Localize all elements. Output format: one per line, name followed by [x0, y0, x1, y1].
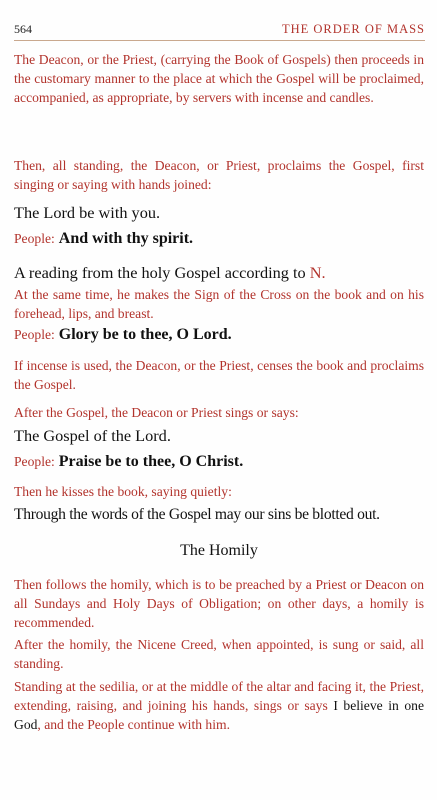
- rubric-sedilia-part-a: Standing at the sedilia, or at the middle of the altar and facing it, the Priest, extending, raising, and joining his hands, sings or says: [14, 679, 424, 713]
- announcement-name: N.: [309, 263, 326, 282]
- response-speaker: People:: [14, 454, 55, 469]
- rubric-after-gospel: After the Gospel, the Deacon or Priest sings or says:: [14, 405, 299, 420]
- page-header: [14, 20, 425, 41]
- response-speaker: People:: [14, 327, 55, 342]
- greeting-line: The Lord be with you.: [14, 203, 161, 222]
- rubric-procession: The Deacon, or the Priest, (carrying the Book of Gospels) then proceeds in the customary manner to the place at which the Gospel will be proclaimed, accompanied, as appropriate, by servers with incense and candles.: [14, 52, 424, 105]
- response-text: And with thy spirit.: [58, 230, 194, 247]
- quiet-prayer: Through the words of the Gospel may our sins be blotted out.: [14, 506, 380, 523]
- response-line-3: [14, 451, 424, 472]
- response-line-2: [14, 324, 424, 345]
- rubric-creed: After the homily, the Nicene Creed, when appointed, is sung or said, all standing.: [14, 637, 424, 671]
- rubric-sign-of-cross: At the same time, he makes the Sign of the Cross on the book and on his forehead, lips, and breast.: [14, 287, 424, 321]
- running-head: THE ORDER OF MASS: [281, 22, 425, 36]
- page-number: 564: [14, 22, 32, 36]
- creed-incipit: I believe in one God: [14, 698, 425, 732]
- rubric-homily: Then follows the homily, which is to be preached by a Priest or Deacon on all Sundays and Holy Days of Obligation; on other days, a homily is recommended.: [14, 577, 424, 630]
- rubric-sedilia: [14, 677, 424, 734]
- rubric-sedilia-part-c: , and the People continue with him.: [37, 717, 230, 732]
- homily-heading: The Homily: [180, 542, 258, 559]
- response-speaker: People:: [14, 231, 55, 246]
- response-line-1: [14, 228, 424, 249]
- rubric-all-standing: Then, all standing, the Deacon, or Priest, proclaims the Gospel, first singing or saying with hands joined:: [14, 158, 424, 192]
- response-text: Glory be to thee, O Lord.: [58, 326, 232, 343]
- gospel-acclamation: The Gospel of the Lord.: [14, 426, 171, 445]
- gospel-announcement: [14, 262, 424, 283]
- announcement-text: A reading from the holy Gospel according to: [14, 263, 310, 282]
- response-text: Praise be to thee, O Christ.: [58, 453, 244, 470]
- rubric-kiss-book: Then he kisses the book, saying quietly:: [14, 484, 232, 499]
- rubric-incense: If incense is used, the Deacon, or the Priest, censes the book and proclaims the Gospel.: [14, 358, 424, 392]
